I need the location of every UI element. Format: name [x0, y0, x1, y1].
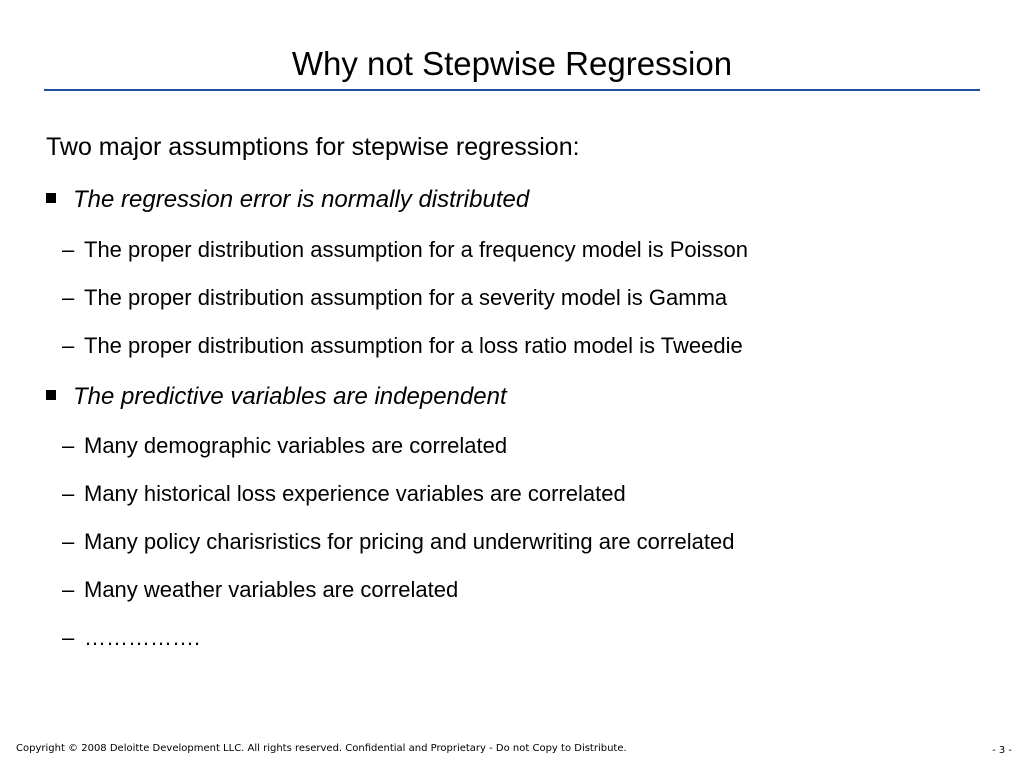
bullet-text: The predictive variables are independent	[73, 383, 507, 410]
sub-item	[62, 480, 626, 508]
sub-item	[62, 576, 458, 604]
sub-item	[62, 284, 727, 312]
dash-icon: –	[62, 529, 75, 554]
sub-item-text: Many weather variables are correlated	[84, 577, 459, 602]
title-divider	[44, 89, 980, 91]
dash-icon: –	[62, 433, 75, 458]
dash-icon: –	[62, 577, 75, 602]
intro-text: Two major assumptions for stepwise regression:	[46, 133, 580, 161]
dash-icon: –	[62, 481, 75, 506]
bullet-text: The regression error is normally distributed	[73, 186, 530, 213]
sub-item-text: The proper distribution assumption for a loss ratio model is Tweedie	[84, 333, 743, 358]
copyright-footer: Copyright © 2008 Deloitte Development LLC. All rights reserved. Confidential and Proprietary - Do not Copy to Distribute.	[16, 743, 627, 754]
square-bullet-icon	[46, 390, 56, 400]
sub-item-text: Many policy charisristics for pricing and underwriting are correlated	[84, 529, 735, 554]
sub-item	[62, 432, 507, 460]
sub-item	[62, 624, 200, 652]
sub-item-text: The proper distribution assumption for a severity model is Gamma	[84, 285, 728, 310]
page-number: - 3 -	[992, 745, 1012, 756]
bullet-item	[46, 184, 529, 216]
sub-item-text: Many historical loss experience variables are correlated	[84, 481, 626, 506]
sub-item	[62, 236, 748, 264]
sub-item-text: The proper distribution assumption for a frequency model is Poisson	[84, 237, 749, 262]
sub-item-text: …………….	[84, 625, 201, 650]
square-bullet-icon	[46, 193, 56, 203]
sub-item	[62, 528, 735, 556]
slide-title: Why not Stepwise Regression	[291, 45, 733, 82]
dash-icon: –	[62, 237, 75, 262]
dash-icon: –	[62, 333, 75, 358]
sub-item	[62, 332, 743, 360]
bullet-item	[46, 381, 507, 413]
sub-item-text: Many demographic variables are correlated	[84, 433, 508, 458]
dash-icon: –	[62, 285, 75, 310]
dash-icon: –	[62, 625, 75, 650]
